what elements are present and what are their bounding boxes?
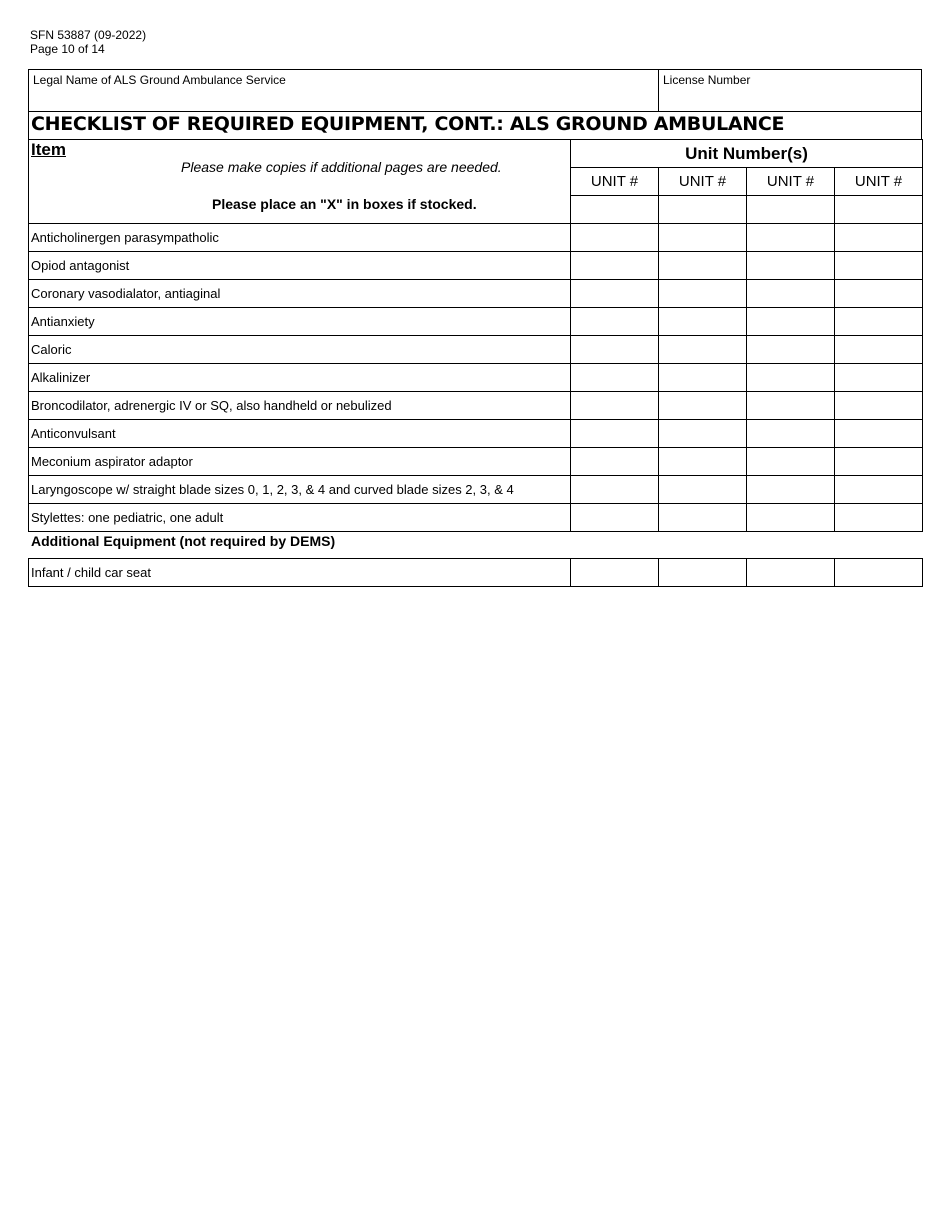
unit-header-1: UNIT # (571, 168, 659, 196)
item-column-header: Item (31, 140, 66, 159)
stock-checkbox-unit-4[interactable] (835, 504, 923, 532)
item-header-cell (29, 140, 571, 224)
table-row (29, 392, 923, 420)
item-label: Antianxiety (29, 308, 571, 336)
stock-checkbox-unit-4[interactable] (835, 308, 923, 336)
table-row (29, 224, 923, 252)
copies-note: Please make copies if additional pages are needed. (181, 159, 502, 175)
table-row (29, 280, 923, 308)
additional-equipment-table (28, 558, 923, 587)
service-info-box (28, 69, 922, 112)
additional-equipment-heading: Additional Equipment (not required by DEMS) (31, 533, 336, 549)
unit-header-3: UNIT # (747, 168, 835, 196)
stock-checkbox-unit-3[interactable] (747, 504, 835, 532)
stock-checkbox-unit-2[interactable] (659, 392, 747, 420)
legal-name-label: Legal Name of ALS Ground Ambulance Service (33, 73, 286, 87)
stock-checkbox-unit-3[interactable] (747, 364, 835, 392)
item-label: Broncodilator, adrenergic IV or SQ, also handheld or nebulized (29, 392, 571, 420)
table-row (29, 476, 923, 504)
table-row (29, 336, 923, 364)
stock-checkbox-unit-1[interactable] (571, 364, 659, 392)
stock-instruction: Please place an "X" in boxes if stocked. (212, 196, 477, 212)
stock-checkbox-unit-2[interactable] (659, 308, 747, 336)
item-label: Stylettes: one pediatric, one adult (29, 504, 571, 532)
stock-checkbox-unit-2[interactable] (659, 420, 747, 448)
stock-checkbox-unit-4[interactable] (835, 364, 923, 392)
stock-checkbox-unit-3[interactable] (747, 392, 835, 420)
stock-checkbox-unit-2[interactable] (659, 504, 747, 532)
stock-checkbox-unit-3[interactable] (747, 280, 835, 308)
license-number-field[interactable] (659, 70, 921, 111)
stock-checkbox-unit-2[interactable] (659, 252, 747, 280)
table-row (29, 504, 923, 532)
stock-checkbox-unit-4[interactable] (835, 336, 923, 364)
stock-checkbox-unit-1[interactable] (571, 252, 659, 280)
table-row (29, 308, 923, 336)
unit-number-input-3[interactable] (747, 196, 835, 224)
stock-checkbox-unit-1[interactable] (571, 420, 659, 448)
stock-checkbox-unit-2[interactable] (659, 559, 747, 587)
stock-checkbox-unit-1[interactable] (571, 392, 659, 420)
item-label: Laryngoscope w/ straight blade sizes 0, 1, 2, 3, & 4 and curved blade sizes 2, 3, & 4 (29, 476, 571, 504)
stock-checkbox-unit-2[interactable] (659, 364, 747, 392)
item-label: Caloric (29, 336, 571, 364)
stock-checkbox-unit-4[interactable] (835, 392, 923, 420)
table-row (29, 559, 923, 587)
unit-number-input-2[interactable] (659, 196, 747, 224)
unit-number-input-4[interactable] (835, 196, 923, 224)
table-row (29, 252, 923, 280)
stock-checkbox-unit-1[interactable] (571, 504, 659, 532)
stock-checkbox-unit-3[interactable] (747, 224, 835, 252)
stock-checkbox-unit-3[interactable] (747, 448, 835, 476)
stock-checkbox-unit-1[interactable] (571, 224, 659, 252)
stock-checkbox-unit-3[interactable] (747, 308, 835, 336)
equipment-checklist-table (28, 139, 923, 532)
stock-checkbox-unit-2[interactable] (659, 280, 747, 308)
unit-header-2: UNIT # (659, 168, 747, 196)
stock-checkbox-unit-2[interactable] (659, 336, 747, 364)
item-label: Anticonvulsant (29, 420, 571, 448)
table-row (29, 420, 923, 448)
license-number-label: License Number (663, 73, 751, 87)
legal-name-field[interactable] (29, 70, 659, 111)
stock-checkbox-unit-1[interactable] (571, 476, 659, 504)
stock-checkbox-unit-2[interactable] (659, 476, 747, 504)
stock-checkbox-unit-3[interactable] (747, 420, 835, 448)
page-title: CHECKLIST OF REQUIRED EQUIPMENT, CONT.: ALS GROUND AMBULANCE (28, 111, 922, 140)
stock-checkbox-unit-1[interactable] (571, 280, 659, 308)
stock-checkbox-unit-2[interactable] (659, 448, 747, 476)
item-label: Alkalinizer (29, 364, 571, 392)
item-label: Coronary vasodialator, antiaginal (29, 280, 571, 308)
stock-checkbox-unit-4[interactable] (835, 448, 923, 476)
item-label: Infant / child car seat (29, 559, 571, 587)
stock-checkbox-unit-3[interactable] (747, 476, 835, 504)
stock-checkbox-unit-3[interactable] (747, 252, 835, 280)
stock-checkbox-unit-3[interactable] (747, 559, 835, 587)
stock-checkbox-unit-1[interactable] (571, 336, 659, 364)
stock-checkbox-unit-1[interactable] (571, 448, 659, 476)
stock-checkbox-unit-1[interactable] (571, 308, 659, 336)
stock-checkbox-unit-4[interactable] (835, 280, 923, 308)
item-label: Opiod antagonist (29, 252, 571, 280)
stock-checkbox-unit-4[interactable] (835, 224, 923, 252)
stock-checkbox-unit-3[interactable] (747, 336, 835, 364)
unit-numbers-header: Unit Number(s) (571, 140, 923, 168)
table-row (29, 364, 923, 392)
stock-checkbox-unit-2[interactable] (659, 224, 747, 252)
table-row (29, 448, 923, 476)
stock-checkbox-unit-1[interactable] (571, 559, 659, 587)
item-label: Meconium aspirator adaptor (29, 448, 571, 476)
form-number: SFN 53887 (09-2022) (30, 28, 147, 42)
unit-number-input-1[interactable] (571, 196, 659, 224)
form-meta (30, 28, 146, 56)
unit-header-4: UNIT # (835, 168, 923, 196)
page-number: Page 10 of 14 (30, 42, 105, 56)
stock-checkbox-unit-4[interactable] (835, 476, 923, 504)
stock-checkbox-unit-4[interactable] (835, 420, 923, 448)
stock-checkbox-unit-4[interactable] (835, 252, 923, 280)
stock-checkbox-unit-4[interactable] (835, 559, 923, 587)
item-label: Anticholinergen parasympatholic (29, 224, 571, 252)
